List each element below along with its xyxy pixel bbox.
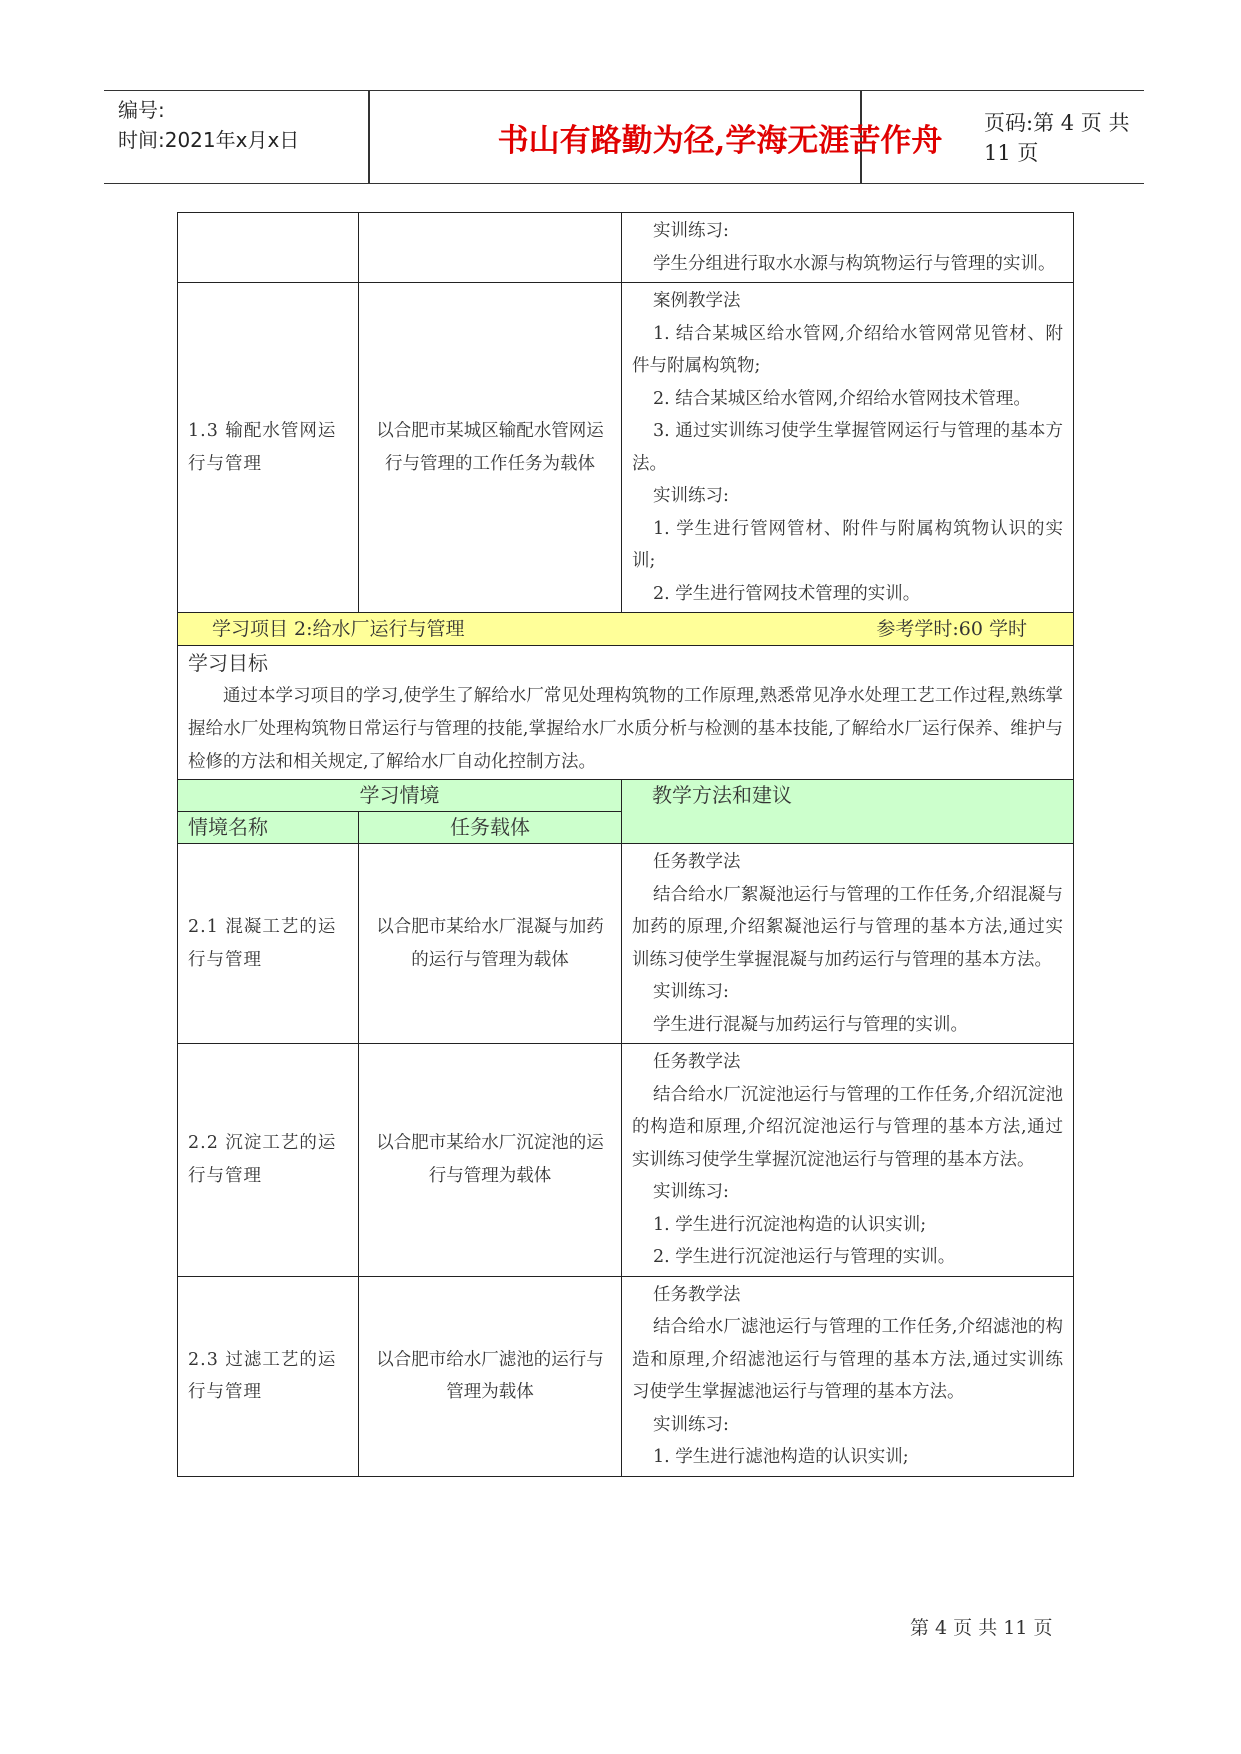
learning-goal-cell bbox=[178, 646, 1074, 780]
learning-goal-title: 学习目标 bbox=[188, 651, 268, 675]
method-header: 教学方法和建议 bbox=[622, 780, 1074, 844]
header-motto: 书山有路勤为径,学海无涯苦作舟 bbox=[497, 122, 943, 159]
method-line: 任务教学法 bbox=[653, 1052, 741, 1072]
situation-name-header: 情境名称 bbox=[178, 812, 359, 844]
method-line: 实训练习: bbox=[653, 1182, 729, 1202]
method-line: 结合给水厂滤池运行与管理的工作任务,介绍滤池的构造和原理,介绍滤池运行与管理的基本方法,通过实训练习使学生掌握滤池运行与管理的基本方法。 bbox=[632, 1317, 1063, 1402]
header-divider bbox=[368, 91, 370, 183]
task-header: 任务载体 bbox=[359, 812, 622, 844]
task-cell: 以合肥市某给水厂混凝与加药的运行与管理为载体 bbox=[359, 844, 622, 1044]
situation-cell: 2.1 混凝工艺的运行与管理 bbox=[178, 844, 359, 1044]
method-cell bbox=[622, 1044, 1074, 1277]
method-line: 2. 学生进行沉淀池运行与管理的实训。 bbox=[653, 1247, 956, 1267]
method-line: 3. 通过实训练习使学生掌握管网运行与管理的基本方法。 bbox=[632, 421, 1063, 474]
table-row bbox=[178, 283, 1074, 613]
method-line: 任务教学法 bbox=[653, 852, 741, 872]
method-line: 结合给水厂絮凝池运行与管理的工作任务,介绍混凝与加药的原理,介绍絮凝池运行与管理的基本方法,通过实训练习使学生掌握混凝与加药运行与管理的基本方法。 bbox=[632, 884, 1063, 970]
method-line: 实训练习: bbox=[653, 1414, 729, 1435]
project-hours: 参考学时:60 学时 bbox=[876, 618, 1027, 640]
project-title: 学习项目 2:给水厂运行与管理 bbox=[212, 618, 465, 640]
learning-goal-row bbox=[178, 646, 1074, 780]
method-cell bbox=[622, 844, 1074, 1044]
situation-cell: 2.3 过滤工艺的运行与管理 bbox=[178, 1276, 359, 1476]
method-line: 结合给水厂沉淀池运行与管理的工作任务,介绍沉淀池的构造和原理,介绍沉淀池运行与管理的基本方法,通过实训练习使学生掌握沉淀池运行与管理的基本方法。 bbox=[632, 1084, 1063, 1170]
column-header-row bbox=[178, 780, 1074, 812]
method-cell bbox=[622, 213, 1074, 283]
table-row bbox=[178, 213, 1074, 283]
document-time: 时间:2021年x月x日 bbox=[118, 128, 300, 152]
method-line: 实训练习: bbox=[653, 982, 729, 1002]
method-line: 1. 结合某城区给水管网,介绍给水管网常见管材、附件与附属构筑物; bbox=[632, 323, 1063, 376]
document-number: 编号: bbox=[118, 98, 165, 122]
situation-cell: 1.3 输配水管网运行与管理 bbox=[178, 283, 359, 613]
task-cell: 以合肥市某给水厂沉淀池的运行与管理为载体 bbox=[359, 1044, 622, 1277]
learning-goal-text: 通过本学习项目的学习,使学生了解给水厂常见处理构筑物的工作原理,熟悉常见净水处理工艺工作过程,熟练掌握给水厂处理构筑物日常运行与管理的技能,掌握给水厂水质分析与检测的基本技能,了解给水厂运行保养、维护与检修的方法和相关规定,了解给水厂自动化控制方法。 bbox=[188, 686, 1063, 772]
method-cell bbox=[622, 1276, 1074, 1476]
method-line: 2. 结合某城区给水管网,介绍给水管网技术管理。 bbox=[653, 388, 1031, 409]
situation-cell: 2.2 沉淀工艺的运行与管理 bbox=[178, 1044, 359, 1277]
method-cell bbox=[622, 283, 1074, 613]
method-line: 1. 学生进行滤池构造的认识实训; bbox=[653, 1447, 909, 1467]
project-header-row bbox=[178, 613, 1074, 646]
task-cell bbox=[359, 213, 622, 283]
page-footer: 第 4 页 共 11 页 bbox=[910, 1617, 1053, 1639]
project-header-cell bbox=[178, 613, 1074, 646]
header-meta bbox=[118, 95, 299, 155]
curriculum-table bbox=[177, 212, 1074, 1477]
method-line: 学生进行混凝与加药运行与管理的实训。 bbox=[653, 1014, 968, 1035]
method-line: 实训练习: bbox=[653, 221, 729, 241]
method-line: 1. 学生进行沉淀池构造的认识实训; bbox=[653, 1214, 927, 1235]
table-row bbox=[178, 1044, 1074, 1277]
page-header bbox=[104, 90, 1144, 184]
situation-group-header: 学习情境 bbox=[178, 780, 622, 812]
table-row bbox=[178, 1276, 1074, 1476]
task-cell: 以合肥市给水厂滤池的运行与管理为载体 bbox=[359, 1276, 622, 1476]
method-line: 实训练习: bbox=[653, 486, 729, 506]
task-cell: 以合肥市某城区输配水管网运行与管理的工作任务为载体 bbox=[359, 283, 622, 613]
header-page-number: 页码:第 4 页 共 11 页 bbox=[984, 111, 1130, 165]
situation-cell bbox=[178, 213, 359, 283]
table-row bbox=[178, 844, 1074, 1044]
method-line: 2. 学生进行管网技术管理的实训。 bbox=[653, 583, 921, 604]
method-line: 任务教学法 bbox=[653, 1284, 741, 1305]
method-line: 1. 学生进行管网管材、附件与附属构筑物认识的实训; bbox=[632, 518, 1063, 571]
method-line: 案例教学法 bbox=[653, 291, 741, 311]
method-line: 学生分组进行取水水源与构筑物运行与管理的实训。 bbox=[653, 253, 1056, 274]
